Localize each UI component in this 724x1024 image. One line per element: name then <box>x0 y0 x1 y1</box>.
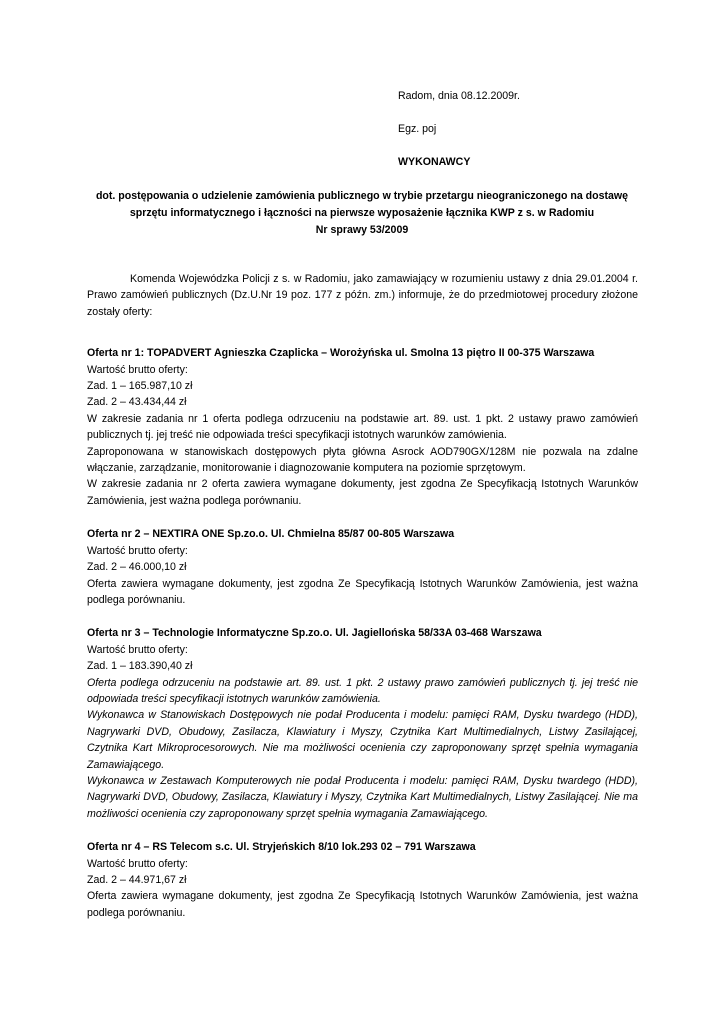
offer-note: Oferta zawiera wymagane dokumenty, jest zgodna Ze Specyfikacją Istotnych Warunków Zamówienia, jest ważna podlega porównaniu. <box>87 890 638 919</box>
offer-note: Zaproponowana w stanowiskach dostępowych płyta główna Asrock AOD790GX/128M nie pozwala na zdalne włączanie, zarządzanie, monitorowanie i diagnozowanie komputera na poziomie sprzętowym. <box>87 445 638 475</box>
offer-note: Wykonawca w Stanowiskach Dostępowych nie podał Producenta i modelu: pamięci RAM, Dysku twardego (HDD), Nagrywarki DVD, Obudowy, Zasilacza, Klawiatury i Myszy, Czytnika Kart Multimedialnych, Listwy Zasilającej, Czytnika Kart Mikroprocesorowych. Nie ma możliwości ocenienia czy zaproponowany sprzęt spełnia wymagania Zamawiającego. <box>87 709 638 771</box>
offer-value-label: Wartość brutto oferty: <box>87 857 188 870</box>
offer-note: W zakresie zadania nr 1 oferta podlega odrzuceniu na podstawie art. 89. ust. 1 pkt. 2 ustawy prawo zamówień publicznych tj. jej treść nie odpowiada treści specyfikacji istotnych warunków zamówienia. <box>87 412 638 442</box>
case-number: Nr sprawy 53/2009 <box>315 224 409 236</box>
offer-note: Oferta podlega odrzuceniu na podstawie art. 89. ust. 1 pkt. 2 ustawy prawo zamówień publicznych tj. jej treść nie odpowiada treści specyfikacji istotnych warunków zamówienia. <box>87 676 638 705</box>
offer-title: Oferta nr 2 – NEXTIRA ONE Sp.zo.o. Ul. Chmielna 85/87 00-805 Warszawa <box>87 528 455 541</box>
offer-3 <box>87 625 638 822</box>
offer-title: Oferta nr 3 – Technologie Informatyczne Sp.zo.o. Ul. Jagiellońska 58/33A 03-468 Warszawa <box>87 627 542 640</box>
place-date: Radom, dnia 08.12.2009r. <box>398 90 520 102</box>
subject-block <box>60 188 664 239</box>
offer-value-label: Wartość brutto oferty: <box>87 643 188 656</box>
subject-line-1: dot. postępowania o udzielenie zamówienia publicznego w trybie przetargu nieograniczonego na dostawę <box>95 190 629 202</box>
addressee: WYKONAWCY <box>398 156 471 168</box>
offer-4 <box>87 839 638 921</box>
offer-1 <box>87 345 638 509</box>
offer-value: Zad. 1 – 165.987,10 zł <box>87 380 193 393</box>
offer-title: Oferta nr 4 – RS Telecom s.c. Ul. Stryjeńskich 8/10 lok.293 02 – 791 Warszawa <box>87 841 476 854</box>
intro-paragraph: Komenda Wojewódzka Policji z s. w Radomiu, jako zamawiający w rozumieniu ustawy z dnia 29.01.2004 r. Prawo zamówień publicznych (Dz.U.Nr 19 poz. 177 z późn. zm.) informuje, że do przedmiotowej procedury złożone zostały oferty: <box>87 273 638 318</box>
offer-value: Zad. 1 – 183.390,40 zł <box>87 660 193 673</box>
subject-line-2: sprzętu informatycznego i łączności na pierwsze wyposażenie łącznika KWP z s. w Radomiu <box>129 207 595 219</box>
offer-value: Zad. 2 – 44.971,67 zł <box>87 874 187 886</box>
offer-value: Zad. 2 – 43.434,44 zł <box>87 396 187 409</box>
offer-value-label: Wartość brutto oferty: <box>87 363 188 376</box>
offer-title: Oferta nr 1: TOPADVERT Agnieszka Czaplicka – Worożyńska ul. Smolna 13 piętro II 00-375 Warszawa <box>87 347 595 360</box>
offer-2 <box>87 526 638 608</box>
offer-note: Wykonawca w Zestawach Komputerowych nie podał Producenta i modelu: pamięci RAM, Dysku twardego (HDD), Nagrywarki DVD, Obudowy, Zasilacza, Klawiatury i Myszy, Czytnika Kart Multimedialnych, Listwy Zasilającej. Nie ma możliwości ocenienia czy zaproponowany sprzęt spełnia wymagania Zamawiającego. <box>87 774 638 820</box>
offer-note: W zakresie zadania nr 2 oferta zawiera wymagane dokumenty, jest zgodna Ze Specyfikacją Istotnych Warunków Zamówienia, jest ważna podlega porównaniu. <box>87 478 638 507</box>
offer-value: Zad. 2 – 46.000,10 zł <box>87 561 187 574</box>
offer-note: Oferta zawiera wymagane dokumenty, jest zgodna Ze Specyfikacją Istotnych Warunków Zamówienia, jest ważna podlega porównaniu. <box>87 577 638 606</box>
offer-value-label: Wartość brutto oferty: <box>87 544 188 557</box>
document-body <box>87 271 638 921</box>
copy-note: Egz. poj <box>398 123 437 135</box>
